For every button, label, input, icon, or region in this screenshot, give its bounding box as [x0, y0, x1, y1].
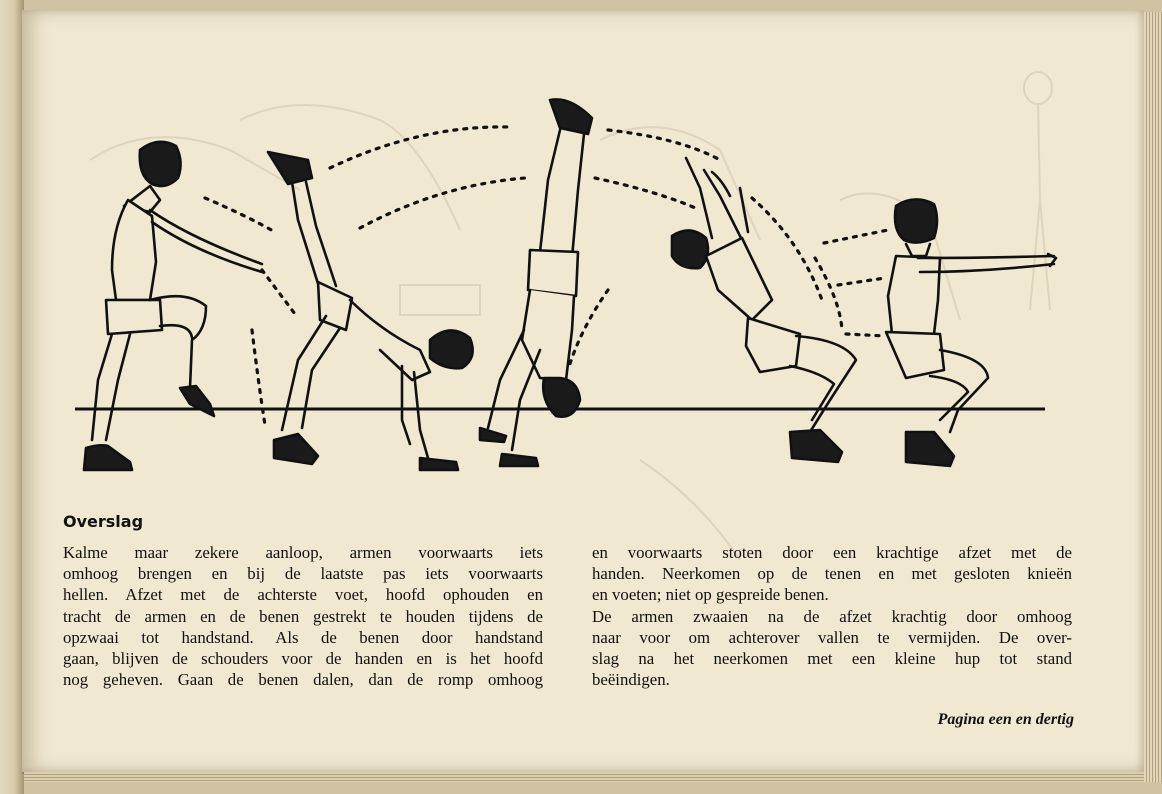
text-line: slag na het neerkomen met een kleine hup tot stand — [592, 649, 1072, 669]
text-line: en voorwaarts stoten door een krachtige afzet met de — [592, 543, 1072, 562]
text-line: opzwaai tot handstand. Als de benen door handstand — [63, 627, 543, 647]
text-line: De armen zwaaien na de afzet krachtig door omhoog — [592, 606, 1072, 626]
text-line: beëindigen. — [592, 670, 670, 690]
text-line: handen. Neerkomen op de tenen en met gesloten knieën — [592, 564, 1072, 584]
text-line: hellen. Afzet met de achterste voet, hoofd ophouden en — [63, 585, 543, 605]
text-line: gaan, blijven de schouders voor de handen en is het hoofd — [63, 649, 543, 669]
figure-handstand — [480, 99, 592, 466]
text-column-left — [63, 542, 543, 690]
text-line: en voeten; niet op gespreide benen. — [592, 585, 829, 605]
text-column-right — [592, 542, 1072, 690]
figure-kick-up — [268, 152, 473, 470]
text-line: tracht de armen en de benen gestrekt te houden tijdens de — [63, 606, 543, 626]
section-title: Overslag — [63, 512, 144, 531]
figure-run-up — [84, 142, 262, 470]
page-number-label: Pagina een en dertig — [937, 711, 1074, 728]
text-line: nog geheven. Gaan de benen dalen, dan de romp omhoog — [63, 670, 543, 690]
figure-final-stand — [886, 199, 1056, 466]
text-line: omhoog brengen en bij de laatste pas iets voorwaarts — [63, 564, 543, 584]
text-line: naar voor om achterover vallen te vermijden. De over- — [592, 627, 1072, 647]
text-line: Kalme maar zekere aanloop, armen voorwaarts iets — [63, 543, 543, 562]
figure-arch-landing — [672, 158, 856, 462]
